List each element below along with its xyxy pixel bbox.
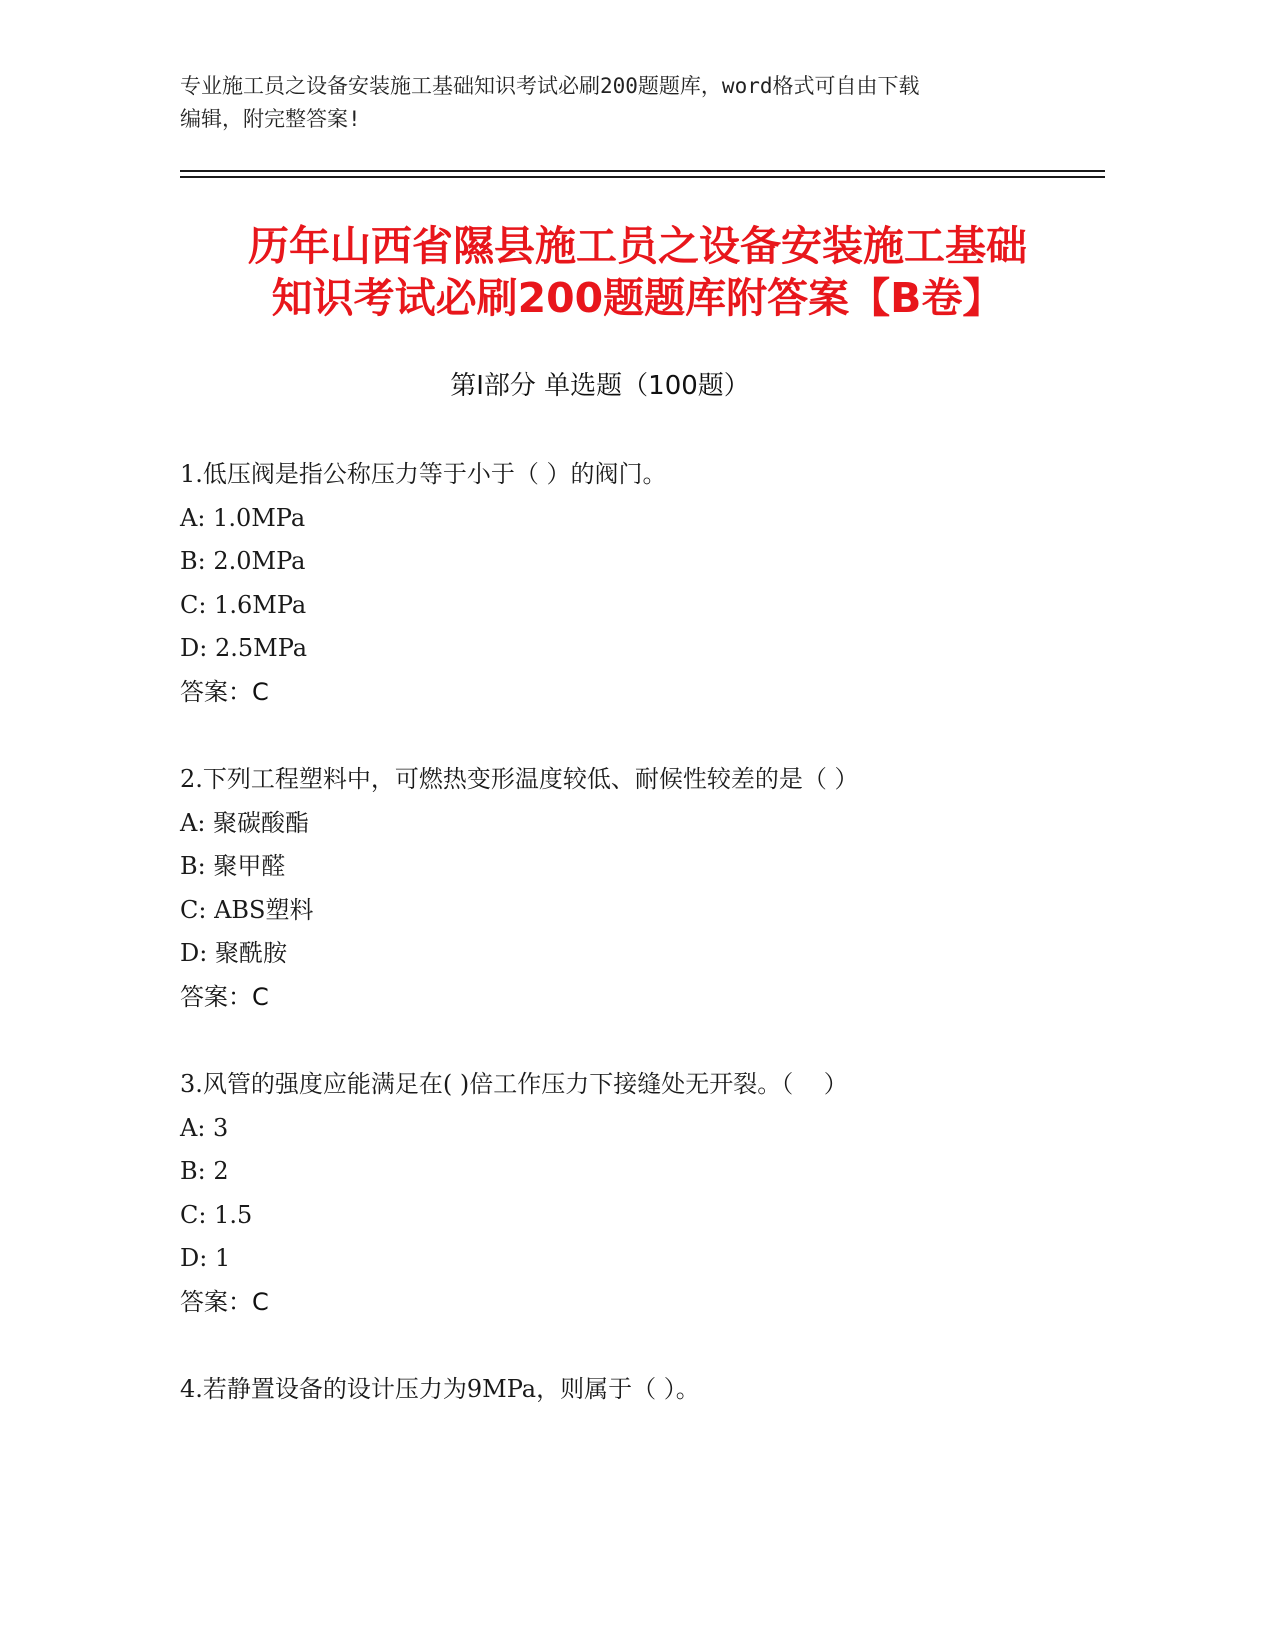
header-note-line-2: 编辑，附完整答案! (180, 107, 361, 131)
question-stem: 3.风管的强度应能满足在( )倍工作压力下接缝处无开裂。（ ） (180, 1070, 848, 1098)
option-a: A: 1.0MPa (180, 503, 306, 532)
answer-line: 答案：C (180, 1287, 269, 1316)
option-d: D: 1 (180, 1244, 231, 1272)
option-d: D: 2.5MPa (180, 634, 308, 662)
question-stem: 2.下列工程塑料中，可燃热变形温度较低、耐候性较差的是（ ） (180, 765, 859, 793)
option-a: A: 3 (180, 1113, 229, 1142)
header-divider-top (180, 170, 1105, 172)
document-title-line-1: 历年山西省隰县施工员之设备安装施工基础 (248, 222, 1027, 270)
header-note (180, 70, 1060, 136)
question-1 (180, 453, 1080, 714)
header-divider-bottom (180, 176, 1105, 178)
option-c: C: 1.5 (180, 1200, 253, 1229)
answer-line: 答案：C (180, 677, 269, 706)
option-c: C: ABS塑料 (180, 895, 314, 924)
option-b: B: 2.0MPa (180, 547, 306, 575)
option-d: D: 聚酰胺 (180, 939, 287, 967)
question-stem: 4.若静置设备的设计压力为9MPa，则属于（ ）。 (180, 1375, 700, 1403)
question-3 (180, 1063, 1080, 1324)
option-a: A: 聚碳酸酯 (180, 808, 310, 837)
question-4 (180, 1368, 1080, 1412)
document-title (150, 220, 1125, 324)
question-2 (180, 758, 1080, 1019)
option-b: B: 聚甲醛 (180, 852, 286, 880)
option-c: C: 1.6MPa (180, 590, 307, 619)
header-note-line-1: 专业施工员之设备安装施工基础知识考试必刷200题题库，word格式可自由下载 (180, 74, 920, 98)
answer-line: 答案：C (180, 982, 269, 1011)
section-title: 第Ⅰ部分 单选题（100题） (450, 371, 750, 401)
option-b: B: 2 (180, 1157, 229, 1185)
document-title-line-2: 知识考试必刷200题题库附答案【B卷】 (271, 274, 1004, 322)
question-stem: 1.低压阀是指公称压力等于小于（ ）的阀门。 (180, 460, 667, 488)
